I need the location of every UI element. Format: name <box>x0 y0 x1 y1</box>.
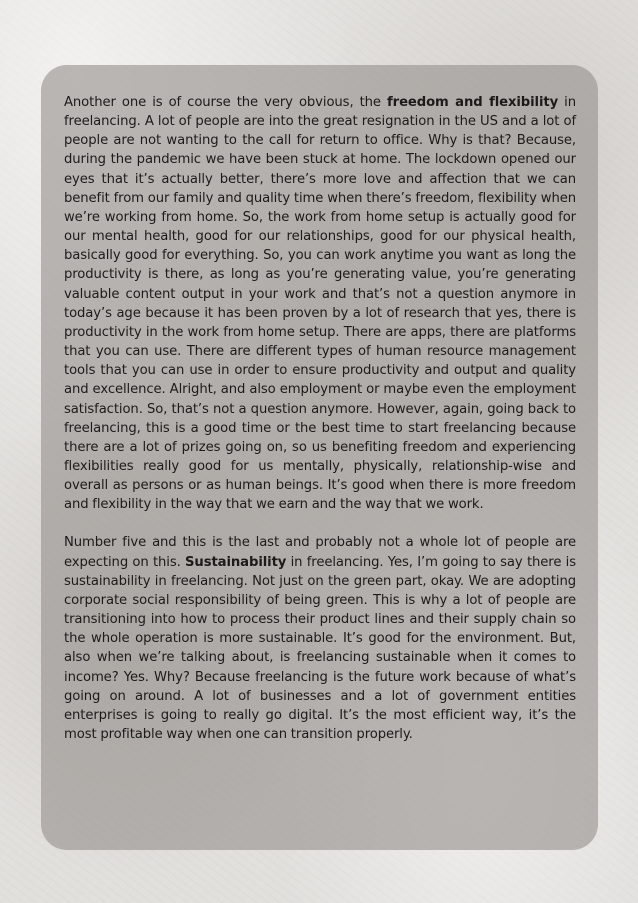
bold-phrase-freedom-and-flexibility: freedom and flexibility <box>387 95 559 110</box>
paragraph-text: Number five and this is the last and probably not a whole lot of people are expecting on this. <box>64 535 576 570</box>
paragraph-text: Another one is of course the very obvious, the <box>64 95 388 110</box>
bold-phrase-sustainability: Sustainability <box>185 554 287 570</box>
text-panel <box>41 65 598 850</box>
paragraph-freedom-flexibility <box>64 93 576 514</box>
paragraph-text: in freelancing. A lot of people are into the great resignation in the US and a lot of people are not wanting to the call for return to office. Why is that? Because, during the pandemic we have been stuck at home. The lockdown opened our eyes that it’s actually better, there’s more love and affection that we can benefit from our family and quality time when there’s freedom, flexibility when we’re working from home. So, the work from home setup is actually good for our mental health, good for our relationships, good for our physical health, basically good for everything. So, you can work anytime you want as long the productivity is there, as long as you’re generating value, you’re generating valuable content output in your work and that’s not a question anymore in today’s age because it has been proven by a lot of research that yes, there is productivity in the work from home setup. There are apps, there are platforms that you can use. There are different types of human resource management tools that you can use in order to ensure productivity and output and quality and excellence. Alright, and also employment or maybe even the employment satisfaction. So, that’s not a question anymore. However, again, going back to freelancing, this is a good time or the best time to start freelancing because there are a lot of prizes going on, so us benefiting freedom and experiencing flexibilities really good for us mentally, physically, relationship-wise and overall as persons or as human beings. It’s good when there is more freedom and flexibility in the way that we earn and the way that we work. <box>64 95 576 513</box>
paragraph-text: in freelancing. Yes, I’m going to say there is sustainability in freelancing. Not just on the green part, okay. We are adopting corporate social responsibility of being green. This is why a lot of people are transitioning into how to process their product lines and their supply chain so the whole operation is more sustainable. It’s good for the environment. But, also when we’re talking about, is freelancing sustainable when it comes to income? Yes. Why? Because freelancing is the future work because of what’s going on around. A lot of businesses and a lot of government entities enterprises is going to really go digital. It’s the most efficient way, it’s the most profitable way when one can transition properly. <box>64 554 576 742</box>
paragraph-sustainability <box>64 533 576 744</box>
